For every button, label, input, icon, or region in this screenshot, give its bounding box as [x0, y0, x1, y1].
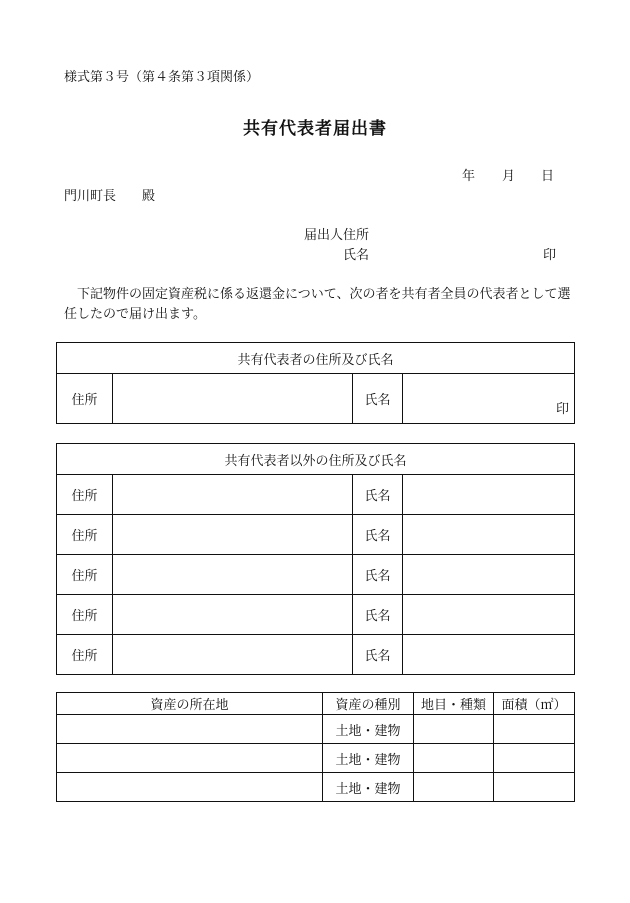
other-name-field[interactable]: [403, 515, 575, 555]
table-row: [57, 635, 575, 675]
other-address-label: 住所: [57, 635, 113, 675]
other-name-label: 氏名: [353, 475, 403, 515]
table-row: [57, 715, 575, 744]
other-address-field[interactable]: [113, 635, 353, 675]
date-year-label: 年: [462, 169, 476, 184]
property-location-field[interactable]: [57, 744, 323, 773]
applicant-address-label: 届出人住所: [304, 228, 370, 243]
other-address-label: 住所: [57, 595, 113, 635]
other-name-label: 氏名: [353, 555, 403, 595]
property-location-field[interactable]: [57, 715, 323, 744]
addressee: 門川町長 殿: [64, 189, 156, 204]
applicant-name-label: 氏名: [343, 248, 370, 263]
representative-table: [56, 342, 575, 424]
other-name-field[interactable]: [403, 595, 575, 635]
representative-address-label: 住所: [57, 374, 113, 424]
table-row: [57, 515, 575, 555]
representative-row: [57, 374, 575, 424]
representative-address-field[interactable]: [113, 374, 353, 424]
other-name-field[interactable]: [403, 635, 575, 675]
property-category-header: 地目・種類: [414, 693, 494, 715]
other-owners-header: 共有代表者以外の住所及び氏名: [57, 444, 575, 475]
representative-seal: 印: [556, 402, 570, 417]
representative-name-field[interactable]: [403, 374, 575, 424]
property-category-field[interactable]: [414, 773, 494, 802]
property-location-header: 資産の所在地: [57, 693, 323, 715]
property-type-header: 資産の種別: [323, 693, 414, 715]
representative-header: 共有代表者の住所及び氏名: [57, 343, 575, 374]
property-area-field[interactable]: [494, 773, 575, 802]
table-row: [57, 555, 575, 595]
applicant-seal: 印: [543, 248, 557, 263]
property-area-field[interactable]: [494, 744, 575, 773]
property-area-header: 面積（㎡）: [494, 693, 575, 715]
property-type-value: 土地・建物: [323, 715, 414, 744]
form-id: 様式第３号（第４条第３項関係）: [64, 70, 260, 85]
body-text: [64, 285, 574, 325]
table-row: [57, 744, 575, 773]
property-category-field[interactable]: [414, 715, 494, 744]
other-address-label: 住所: [57, 515, 113, 555]
page-title: 共有代表者届出書: [243, 119, 387, 139]
other-owners-table: [56, 443, 575, 675]
other-address-label: 住所: [57, 555, 113, 595]
table-row: [57, 773, 575, 802]
property-type-value: 土地・建物: [323, 773, 414, 802]
other-address-field[interactable]: [113, 515, 353, 555]
other-name-field[interactable]: [403, 555, 575, 595]
representative-name-label: 氏名: [353, 374, 403, 424]
date-month-label: 月: [502, 169, 516, 184]
other-address-field[interactable]: [113, 555, 353, 595]
property-category-field[interactable]: [414, 744, 494, 773]
other-name-label: 氏名: [353, 635, 403, 675]
table-row: [57, 475, 575, 515]
other-name-field[interactable]: [403, 475, 575, 515]
other-address-field[interactable]: [113, 595, 353, 635]
other-name-label: 氏名: [353, 515, 403, 555]
body-text-content: 下記物件の固定資産税に係る返還金について、次の者を共有者全員の代表者として選任したので届け出ます。: [64, 287, 571, 322]
property-location-field[interactable]: [57, 773, 323, 802]
property-table: [56, 692, 575, 802]
property-header-row: [57, 693, 575, 715]
other-name-label: 氏名: [353, 595, 403, 635]
property-area-field[interactable]: [494, 715, 575, 744]
other-address-field[interactable]: [113, 475, 353, 515]
table-row: [57, 595, 575, 635]
date-day-label: 日: [541, 169, 555, 184]
property-type-value: 土地・建物: [323, 744, 414, 773]
other-address-label: 住所: [57, 475, 113, 515]
